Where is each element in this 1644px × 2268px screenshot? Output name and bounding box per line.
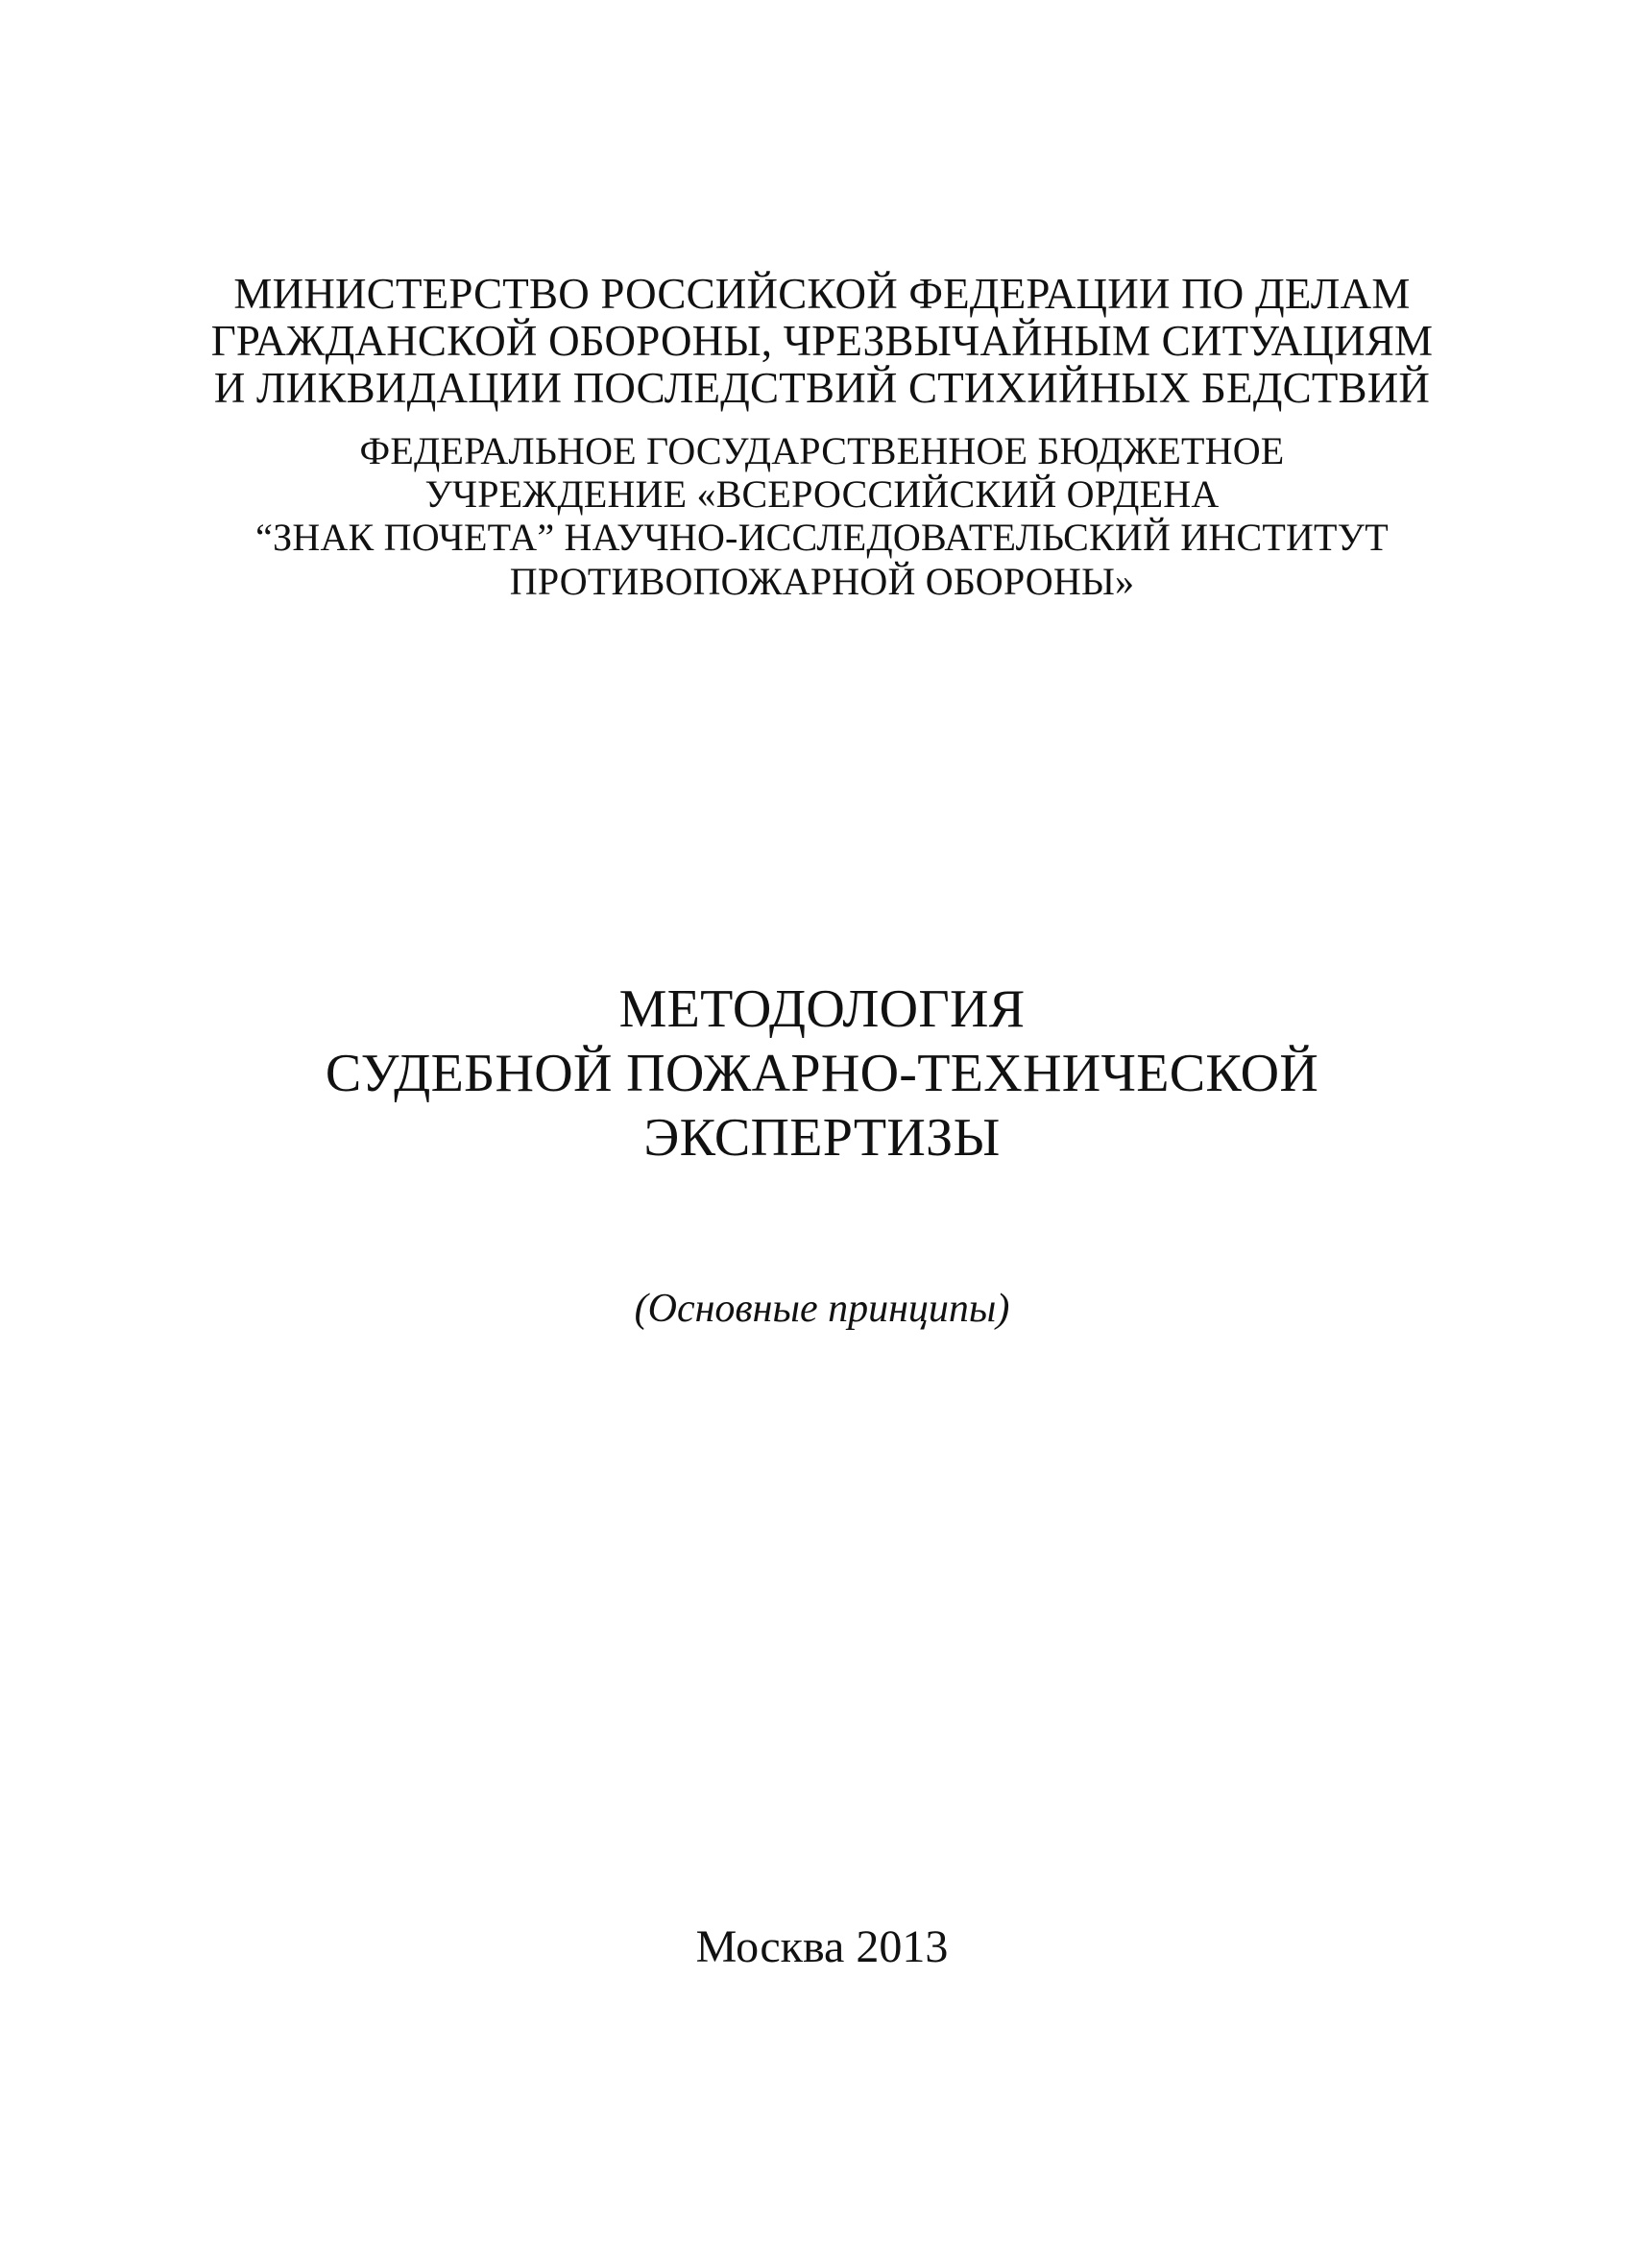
institute-name-line-1: ФЕДЕРАЛЬНОЕ ГОСУДАРСТВЕННОЕ БЮДЖЕТНОЕ [359,429,1285,472]
institute-name-line-3: “ЗНАК ПОЧЕТА” НАУЧНО-ИССЛЕДОВАТЕЛЬСКИЙ ИНСТИТУТ [255,516,1389,559]
ministry-name-line-2: ГРАЖДАНСКОЙ ОБОРОНЫ, ЧРЕЗВЫЧАЙНЫМ СИТУАЦИЯМ [210,317,1434,365]
ministry-name-line-3: И ЛИКВИДАЦИИ ПОСЛЕДСТВИЙ СТИХИЙНЫХ БЕДСТВИЙ [213,364,1431,412]
ministry-name-line-1: МИНИСТЕРСТВО РОССИЙСКОЙ ФЕДЕРАЦИИ ПО ДЕЛАМ [233,270,1411,318]
institute-name-line-4: ПРОТИВОПОЖАРНОЙ ОБОРОНЫ» [509,560,1135,603]
book-title-line-3: ЭКСПЕРТИЗЫ [643,1108,1001,1168]
book-title-line-2: СУДЕБНОЙ ПОЖАРНО-ТЕХНИЧЕСКОЙ [325,1044,1319,1103]
book-subtitle: (Основные принципы) [634,1287,1010,1331]
institute-name-line-2: УЧРЕЖДЕНИЕ «ВСЕРОССИЙСКИЙ ОРДЕНА [424,472,1220,516]
book-title-line-1: МЕТОДОЛОГИЯ [618,979,1026,1039]
publication-place-year: Москва 2013 [695,1921,949,1972]
